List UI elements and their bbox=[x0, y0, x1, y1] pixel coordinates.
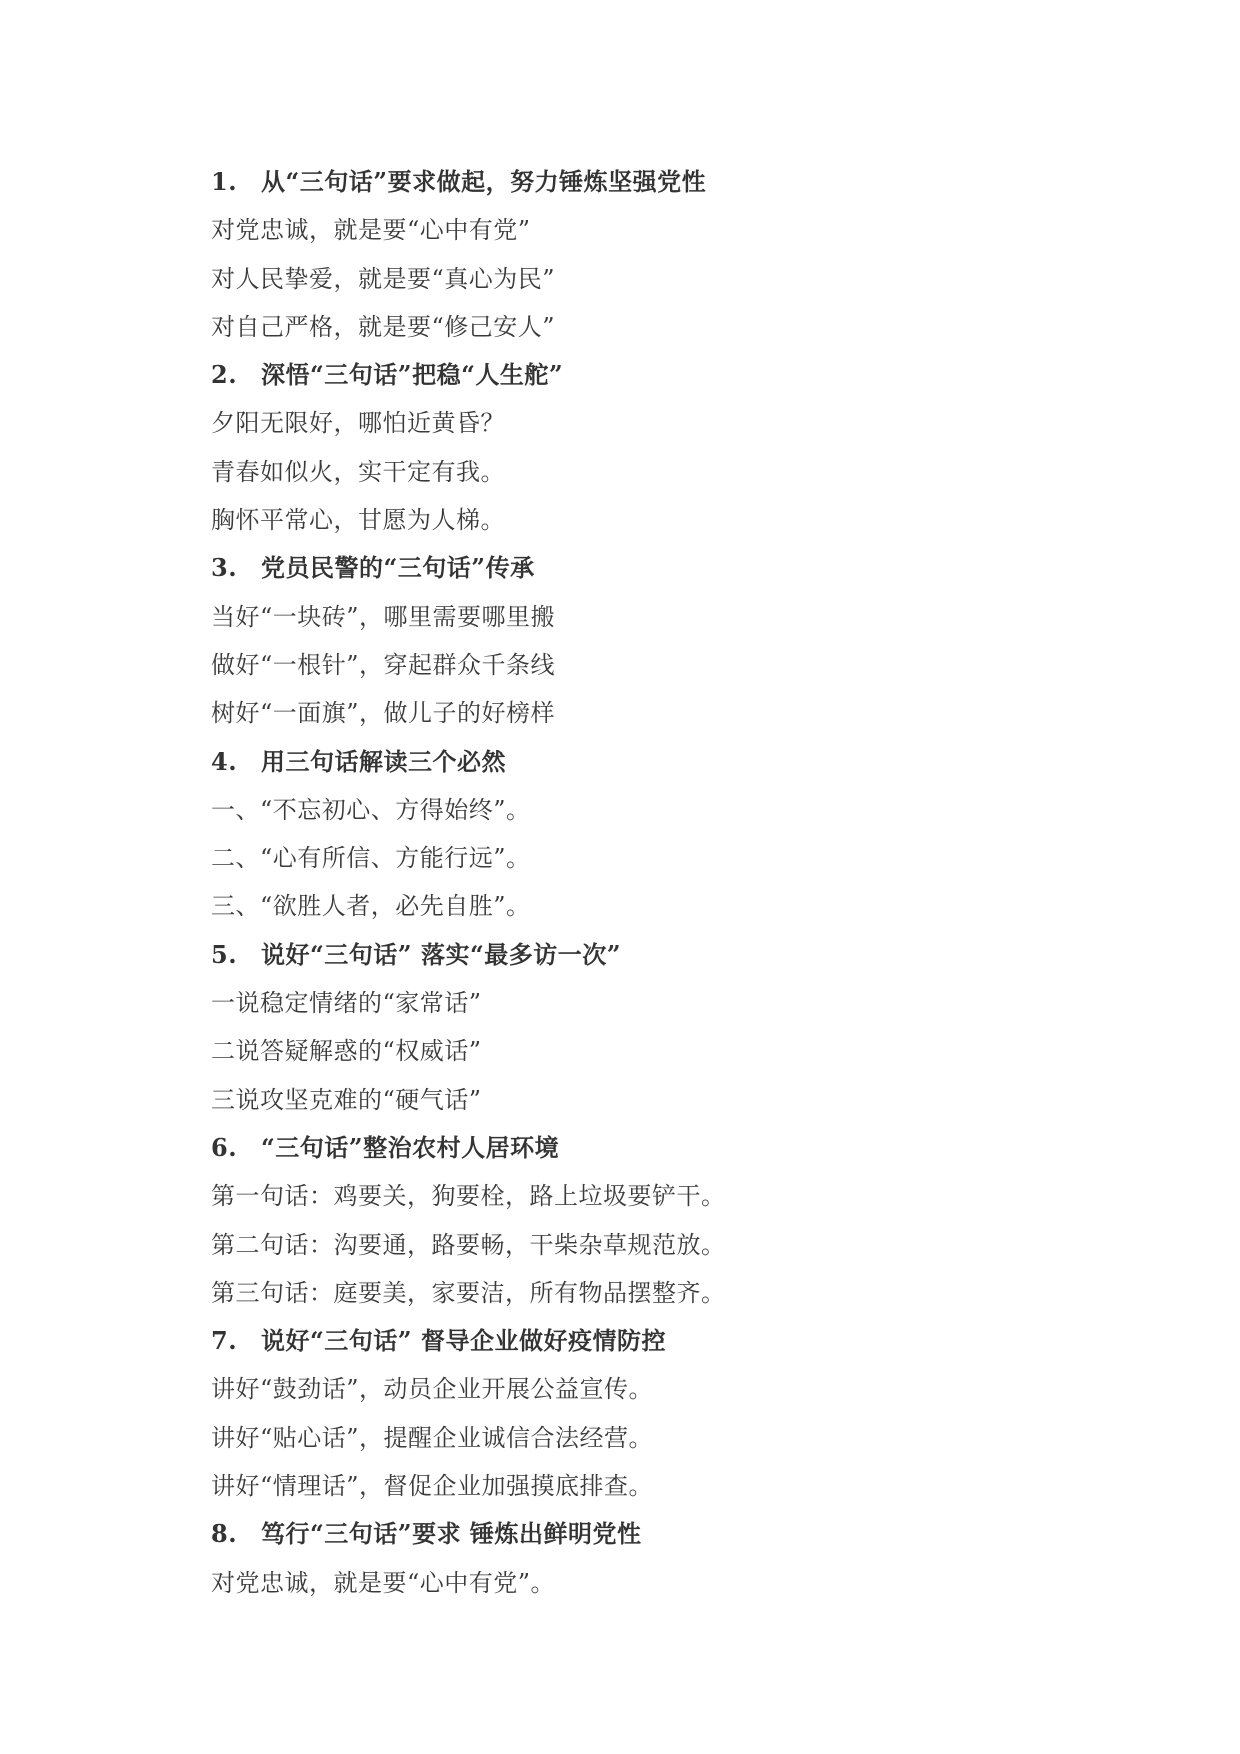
section-heading bbox=[211, 738, 1111, 786]
section-title: 从“三句话”要求做起，努力锤炼坚强党性 bbox=[261, 167, 707, 196]
body-line: 讲好“贴心话”，提醒企业诚信合法经营。 bbox=[211, 1423, 654, 1452]
body-line: 二、“心有所信、方能行远”。 bbox=[211, 844, 531, 873]
body-line: 对党忠诚，就是要“心中有党”。 bbox=[211, 1568, 556, 1597]
body-line: 三、“欲胜人者，必先自胜”。 bbox=[211, 892, 531, 921]
body-line: 第一句话：鸡要关，狗要栓，路上垃圾要铲干。 bbox=[211, 1182, 726, 1211]
section-title: 用三句话解读三个必然 bbox=[261, 746, 506, 776]
section-number: 1. bbox=[211, 167, 238, 196]
section-title: 笃行“三句话”要求 锤炼出鲜明党性 bbox=[261, 1519, 642, 1549]
body-line: 第三句话：庭要美，家要洁，所有物品摆整齐。 bbox=[211, 1278, 726, 1307]
section-title: 说好“三句话” 督导企业做好疫情防控 bbox=[261, 1326, 666, 1356]
body-line: 讲好“情理话”，督促企业加强摸底排查。 bbox=[211, 1472, 654, 1501]
body-line: 青春如似火，实干定有我。 bbox=[211, 457, 505, 486]
body-line: 一说稳定情绪的“家常话” bbox=[211, 989, 482, 1018]
body-line: 做好“一根针”，穿起群众千条线 bbox=[211, 650, 556, 679]
body-line: 一、“不忘初心、方得始终”。 bbox=[211, 795, 531, 824]
section-title: 党员民警的“三句话”传承 bbox=[261, 553, 535, 583]
section-number: 3. bbox=[211, 553, 238, 583]
section-heading bbox=[211, 1317, 1111, 1365]
section-title: 深悟“三句话”把稳“人生舵” bbox=[261, 360, 564, 390]
section-number: 8. bbox=[211, 1519, 238, 1549]
section-heading bbox=[211, 351, 1111, 399]
section-number: 7. bbox=[211, 1326, 238, 1356]
section-heading bbox=[211, 1510, 1111, 1558]
body-line: 二说答疑解惑的“权威话” bbox=[211, 1037, 482, 1066]
body-line: 胸怀平常心，甘愿为人梯。 bbox=[211, 506, 505, 535]
section-heading bbox=[211, 544, 1111, 592]
section-number: 6. bbox=[211, 1132, 238, 1162]
body-line: 树好“一面旗”，做儿子的好榜样 bbox=[211, 699, 556, 728]
section-number: 2. bbox=[211, 360, 238, 390]
section-number: 5. bbox=[211, 939, 238, 969]
body-line: 讲好“鼓劲话”，动员企业开展公益宣传。 bbox=[211, 1375, 654, 1404]
document-body bbox=[211, 158, 1111, 1607]
body-line: 对人民挚爱，就是要“真心为民” bbox=[211, 264, 556, 293]
body-line: 当好“一块砖”，哪里需要哪里搬 bbox=[211, 602, 556, 631]
section-title: 说好“三句话” 落实“最多访一次” bbox=[261, 939, 622, 969]
body-line: 夕阳无限好，哪怕近黄昏？ bbox=[211, 409, 505, 438]
body-line: 第二句话：沟要通，路要畅，干柴杂草规范放。 bbox=[211, 1230, 726, 1259]
section-heading bbox=[211, 931, 1111, 979]
section-heading bbox=[211, 158, 1111, 206]
body-line: 对自己严格，就是要“修己安人” bbox=[211, 312, 556, 341]
section-title: “三句话”整治农村人居环境 bbox=[261, 1132, 560, 1162]
section-number: 4. bbox=[211, 746, 238, 776]
body-line: 对党忠诚，就是要“心中有党” bbox=[211, 216, 531, 245]
body-line: 三说攻坚克难的“硬气话” bbox=[211, 1085, 482, 1114]
section-heading bbox=[211, 1124, 1111, 1172]
